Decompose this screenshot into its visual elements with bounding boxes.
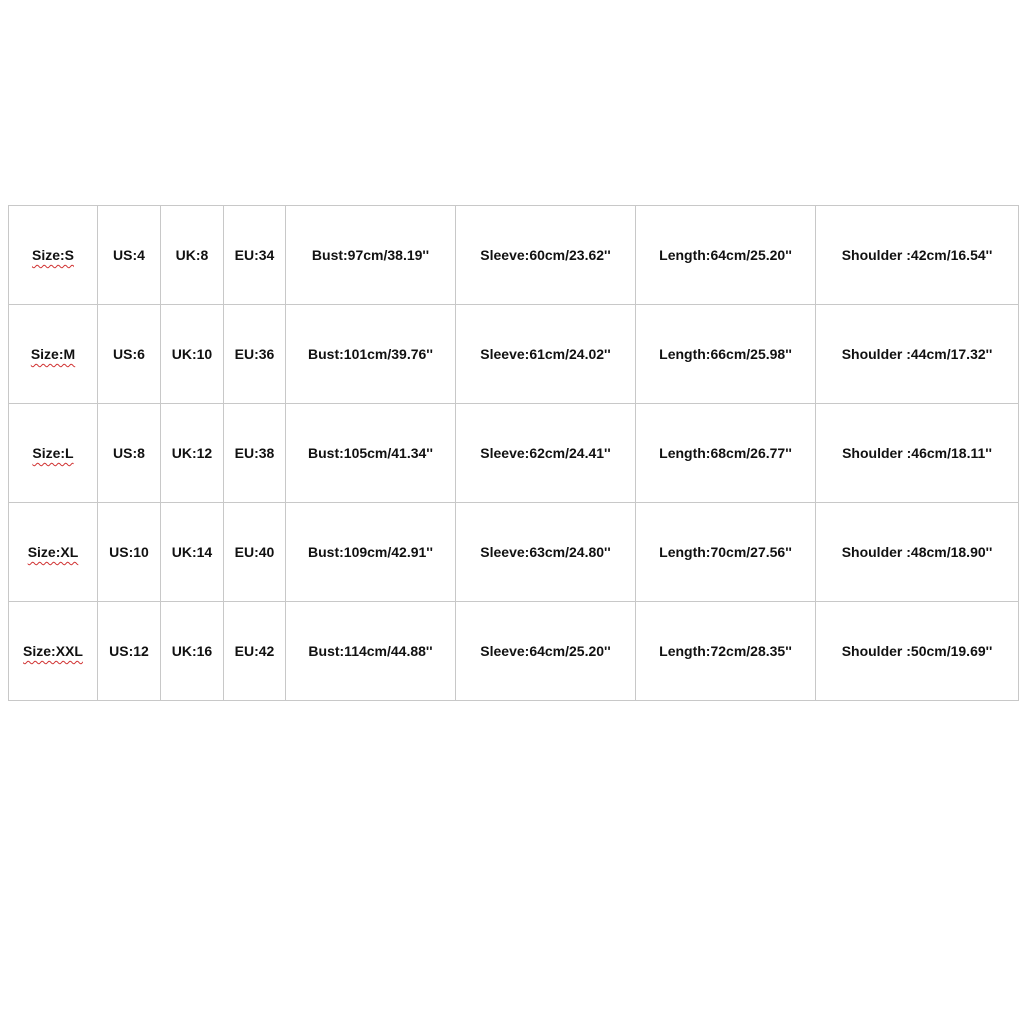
length-cell-text: Length:64cm/25.20''	[659, 247, 792, 263]
length-cell	[636, 602, 816, 701]
us-size-cell-text: US:12	[109, 643, 149, 659]
shoulder-cell	[816, 503, 1019, 602]
eu-size-cell-text: EU:42	[234, 643, 275, 659]
us-size-cell	[98, 602, 161, 701]
bust-cell-text: Bust:101cm/39.76''	[308, 346, 433, 362]
eu-size-cell-text: EU:34	[234, 247, 275, 263]
size-cell	[9, 602, 98, 701]
length-cell	[636, 404, 816, 503]
eu-size-cell	[224, 206, 286, 305]
sleeve-cell-text: Sleeve:64cm/25.20''	[480, 643, 611, 659]
uk-size-cell-text: UK:10	[171, 346, 213, 362]
length-cell-text: Length:68cm/26.77''	[659, 445, 792, 461]
eu-size-cell	[224, 305, 286, 404]
sleeve-cell	[456, 404, 636, 503]
bust-cell-text: Bust:114cm/44.88''	[308, 643, 433, 659]
sleeve-cell-text: Sleeve:63cm/24.80''	[480, 544, 611, 560]
size-cell	[9, 404, 98, 503]
uk-size-cell-text: UK:8	[175, 247, 209, 263]
table-row	[9, 206, 1019, 305]
size-chart-table	[8, 205, 1019, 701]
size-cell-text: Size:XL	[27, 544, 79, 560]
eu-size-cell-text: EU:36	[234, 346, 275, 362]
table-row	[9, 404, 1019, 503]
size-chart-body	[9, 206, 1019, 701]
size-cell-text: Size:XXL	[23, 643, 83, 659]
length-cell	[636, 503, 816, 602]
sleeve-cell-text: Sleeve:61cm/24.02''	[480, 346, 611, 362]
length-cell	[636, 305, 816, 404]
uk-size-cell	[161, 602, 224, 701]
length-cell-text: Length:66cm/25.98''	[659, 346, 792, 362]
bust-cell-text: Bust:105cm/41.34''	[308, 445, 433, 461]
us-size-cell	[98, 503, 161, 602]
shoulder-cell-text: Shoulder :50cm/19.69''	[841, 643, 993, 659]
size-cell-text: Size:M	[30, 346, 76, 362]
length-cell-text: Length:70cm/27.56''	[659, 544, 792, 560]
us-size-cell-text: US:4	[113, 247, 145, 263]
table-row	[9, 503, 1019, 602]
us-size-cell-text: US:8	[113, 445, 145, 461]
sleeve-cell	[456, 305, 636, 404]
uk-size-cell	[161, 305, 224, 404]
sleeve-cell-text: Sleeve:62cm/24.41''	[480, 445, 611, 461]
eu-size-cell-text: EU:38	[234, 445, 275, 461]
bust-cell	[286, 305, 456, 404]
bust-cell-text: Bust:97cm/38.19''	[311, 247, 430, 263]
sleeve-cell	[456, 206, 636, 305]
eu-size-cell	[224, 404, 286, 503]
us-size-cell-text: US:10	[109, 544, 149, 560]
shoulder-cell	[816, 602, 1019, 701]
length-cell-text: Length:72cm/28.35''	[659, 643, 792, 659]
size-cell-text: Size:S	[31, 247, 74, 263]
eu-size-cell-text: EU:40	[234, 544, 275, 560]
us-size-cell	[98, 206, 161, 305]
shoulder-cell-text: Shoulder :42cm/16.54''	[841, 247, 993, 263]
bust-cell	[286, 404, 456, 503]
uk-size-cell	[161, 206, 224, 305]
sleeve-cell	[456, 602, 636, 701]
size-cell-text: Size:L	[32, 445, 74, 461]
sleeve-cell-text: Sleeve:60cm/23.62''	[480, 247, 611, 263]
bust-cell	[286, 503, 456, 602]
uk-size-cell	[161, 404, 224, 503]
shoulder-cell-text: Shoulder :48cm/18.90''	[841, 544, 993, 560]
shoulder-cell-text: Shoulder :46cm/18.11''	[842, 445, 992, 461]
size-cell	[9, 503, 98, 602]
eu-size-cell	[224, 503, 286, 602]
uk-size-cell	[161, 503, 224, 602]
uk-size-cell-text: UK:14	[171, 544, 213, 560]
uk-size-cell-text: UK:12	[171, 445, 213, 461]
shoulder-cell	[816, 404, 1019, 503]
size-cell	[9, 206, 98, 305]
us-size-cell	[98, 305, 161, 404]
shoulder-cell	[816, 206, 1019, 305]
length-cell	[636, 206, 816, 305]
sleeve-cell	[456, 503, 636, 602]
bust-cell	[286, 602, 456, 701]
table-row	[9, 305, 1019, 404]
bust-cell	[286, 206, 456, 305]
size-cell	[9, 305, 98, 404]
bust-cell-text: Bust:109cm/42.91''	[308, 544, 433, 560]
shoulder-cell-text: Shoulder :44cm/17.32''	[841, 346, 993, 362]
table-row	[9, 602, 1019, 701]
us-size-cell	[98, 404, 161, 503]
us-size-cell-text: US:6	[113, 346, 145, 362]
uk-size-cell-text: UK:16	[171, 643, 213, 659]
shoulder-cell	[816, 305, 1019, 404]
eu-size-cell	[224, 602, 286, 701]
